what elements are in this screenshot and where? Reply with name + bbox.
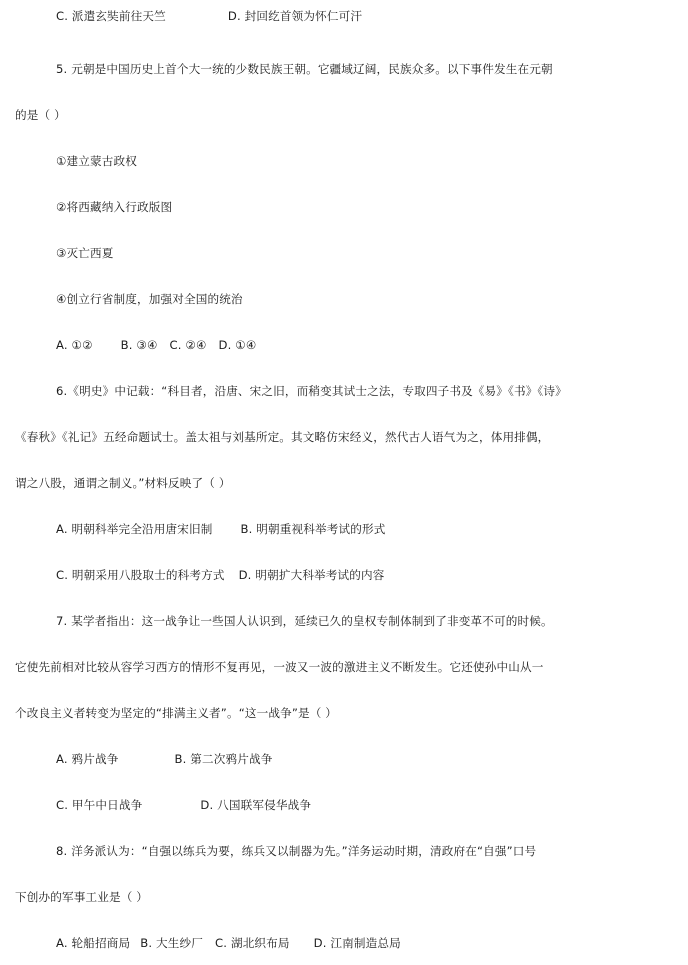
option-a: A. 明朝科举完全沿用唐宋旧制: [56, 522, 213, 536]
option-c: C. 甲午中日战争: [56, 798, 143, 812]
question-8-stem-cont: 下创办的军事工业是（ ）: [15, 890, 149, 904]
option-row: [56, 8, 362, 24]
option-b: B. ③④: [120, 338, 158, 352]
option-c: C. 湖北织布局: [215, 936, 290, 950]
option-row: [56, 567, 385, 583]
statement-1: ①建立蒙古政权: [56, 154, 138, 168]
option-d: D. 江南制造总局: [313, 936, 401, 950]
option-a: A. ①②: [56, 338, 93, 352]
question-7-stem-cont: 它使先前相对比较从容学习西方的情形不复再见，一波又一波的激进主义不断发生。它还使孙中山从一: [15, 660, 544, 674]
option-c: C. 派遣玄奘前往天竺: [56, 9, 166, 23]
option-a: A. 轮船招商局: [56, 936, 131, 950]
statement-2: ②将西藏纳入行政版图: [56, 200, 173, 214]
option-d: D. ①④: [218, 338, 257, 352]
statement-4: ④创立行省制度，加强对全国的统治: [56, 292, 243, 306]
option-d: D. 八国联军侵华战争: [200, 798, 312, 812]
question-6-stem-cont: 《春秋》《礼记》五经命题试士。盖太祖与刘基所定。其文略仿宋经义，然代古人语气为之，体用排偶，: [15, 430, 550, 444]
option-row: [56, 935, 401, 951]
option-c: C. ②④: [169, 338, 207, 352]
question-5-stem: 5. 元朝是中国历史上首个大一统的少数民族王朝。它疆域辽阔，民族众多。以下事件发生在元朝: [56, 62, 553, 76]
option-a: A. 鸦片战争: [56, 752, 119, 766]
option-d: D. 明朝扩大科举考试的内容: [238, 568, 385, 582]
option-d: D. 封回纥首领为怀仁可汗: [227, 9, 363, 23]
question-7-stem: 7. 某学者指出：这一战争让一些国人认识到，延续已久的皇权专制体制到了非变革不可的时候。: [56, 614, 553, 628]
option-row: [56, 337, 256, 353]
option-b: B. 第二次鸦片战争: [174, 752, 273, 766]
question-8-stem: 8. 洋务派认为：“自强以练兵为要，练兵又以制器为先。”洋务运动时期，清政府在“自强”口号: [56, 844, 537, 858]
question-7-stem-cont: 个改良主义者转变为坚定的“排满主义者”。“这一战争”是（ ）: [15, 706, 338, 720]
option-row: [56, 521, 385, 537]
option-b: B. 明朝重视科举考试的形式: [240, 522, 386, 536]
option-row: [56, 797, 311, 813]
statement-3: ③灭亡西夏: [56, 246, 114, 260]
option-c: C. 明朝采用八股取士的科考方式: [56, 568, 225, 582]
option-row: [56, 751, 273, 767]
question-5-stem-cont: 的是（ ）: [15, 108, 66, 122]
question-6-stem: 6.《明史》中记载：“科目者，沿唐、宋之旧，而稍变其试士之法，专取四子书及《易》《书》《诗》: [56, 384, 567, 398]
option-b: B. 大生纱厂: [140, 936, 204, 950]
question-6-stem-cont: 谓之八股，通谓之制义。”材料反映了（ ）: [15, 476, 231, 490]
